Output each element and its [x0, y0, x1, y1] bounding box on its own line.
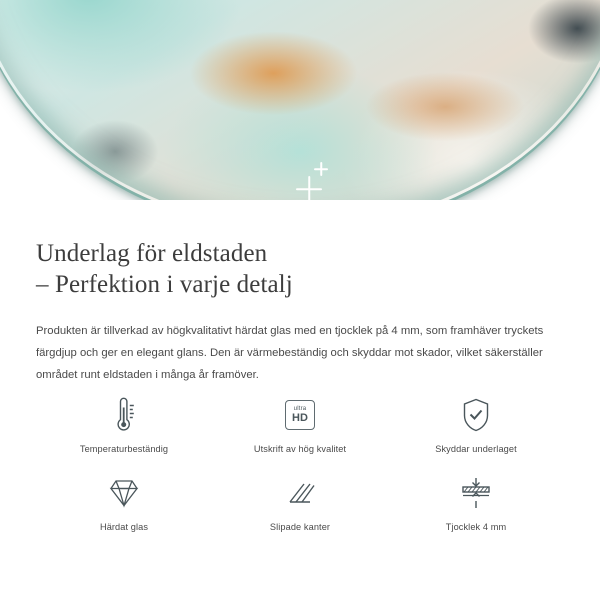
- feature-item-tempered-glass: [36, 470, 212, 532]
- feature-label: Utskrift av hög kvalitet: [253, 444, 347, 454]
- headline-line-1: Underlag för eldstaden: [36, 240, 268, 267]
- feature-grid: [36, 392, 564, 532]
- feature-label: Härdat glas: [99, 522, 149, 532]
- thermometer-icon: [107, 392, 141, 438]
- polished-edges-icon: [282, 470, 318, 516]
- feature-item-polished-edges: [212, 470, 388, 532]
- feature-label: Temperaturbeständig: [79, 444, 169, 454]
- feature-label: Slipade kanter: [269, 522, 331, 532]
- feature-item-thickness: [388, 470, 564, 532]
- feature-item-protection: [388, 392, 564, 454]
- badge-top-text: ultra: [293, 406, 307, 412]
- ultra-hd-badge-icon: [285, 392, 315, 438]
- badge-bottom-text: HD: [292, 412, 308, 424]
- feature-label: Skyddar underlaget: [435, 444, 517, 454]
- hero-image: [0, 0, 600, 200]
- page-title: [36, 238, 600, 300]
- diamond-icon: [106, 470, 142, 516]
- text-content: [0, 200, 600, 386]
- shield-check-icon: [459, 392, 493, 438]
- feature-label: Tjocklek 4 mm: [445, 522, 507, 532]
- marble-glass-disc: [0, 0, 600, 200]
- feature-item-print-quality: [212, 392, 388, 454]
- feature-item-temperature: [36, 392, 212, 454]
- thickness-arrows-icon: [456, 470, 496, 516]
- headline-line-2: – Perfektion i varje detalj: [36, 271, 293, 298]
- description-paragraph: Produkten är tillverkad av högkvalitativt härdat glas med en tjocklek på 4 mm, som framhäver tryckets färgdjup och ger en elegant glans. Den är värmebeständig och skyddar mot skador, vilket säkerställer området runt eldstaden i många år framöver.: [36, 325, 544, 381]
